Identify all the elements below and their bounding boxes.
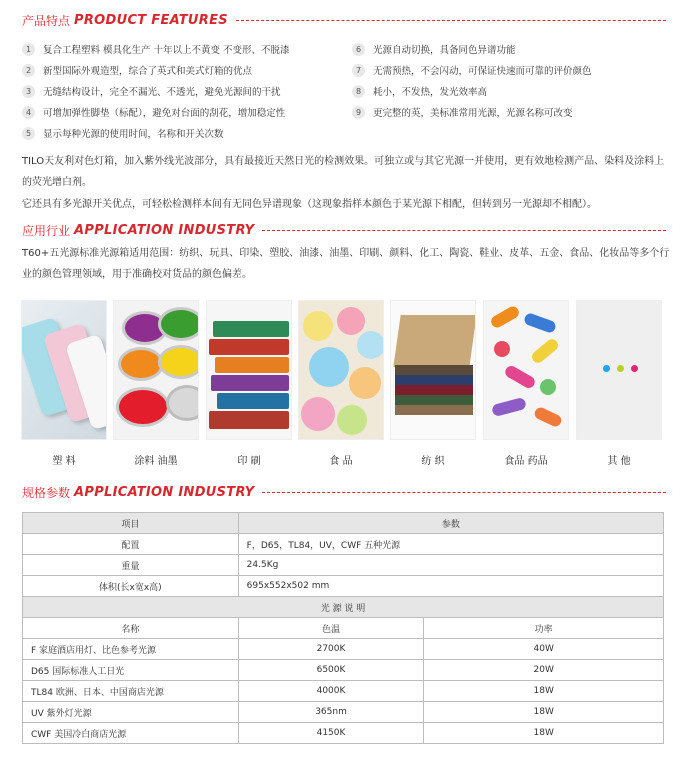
feature-item — [22, 105, 285, 119]
table-cell: 2700K — [238, 639, 424, 660]
three-dots-icon — [576, 300, 662, 440]
table-cell: 配置 — [23, 534, 239, 555]
feature-number: 9 — [352, 106, 365, 119]
feature-text: 光源自动切换，具备同色异谱功能 — [373, 45, 516, 56]
heading-divider — [236, 20, 666, 21]
table-header-cell: 色温 — [238, 618, 424, 639]
table-section-row — [23, 597, 664, 618]
table-row — [23, 723, 664, 744]
application-heading — [22, 222, 666, 239]
table-cell: F 家庭酒店用灯、比色参考光源 — [23, 639, 239, 660]
feature-text: 新型国际外观造型，综合了英式和美式灯箱的优点 — [43, 66, 253, 77]
fabric-photo — [390, 300, 476, 440]
feature-item — [352, 84, 487, 98]
feature-item — [22, 63, 252, 77]
table-row — [23, 702, 664, 723]
table-cell: 体积(长x宽x高) — [23, 576, 239, 597]
table-cell: 4000K — [238, 681, 424, 702]
industry-label: 纺 织 — [421, 456, 445, 467]
feature-text: 更完整的英，美标准常用光源，光源名称可改变 — [373, 108, 573, 119]
table-cell: 18W — [424, 702, 664, 723]
intro-paragraph-2: 它还具有多光源开关优点，可轻松检测样本间有无同色异谱现象（这现象指样本颜色于某光源下相配，但转到另一光源却不相配）。 — [22, 199, 597, 210]
table-cell: 24.5Kg — [238, 555, 663, 576]
table-cell: 18W — [424, 681, 664, 702]
table-cell: 4150K — [238, 723, 424, 744]
table-cell: 6500K — [238, 660, 424, 681]
feature-item — [352, 105, 573, 119]
feature-number: 6 — [352, 43, 365, 56]
features-title-cn: 产品特点 — [22, 14, 71, 28]
feature-number: 4 — [22, 106, 35, 119]
phone-cases-photo — [21, 300, 107, 440]
paint-cans-photo — [113, 300, 199, 440]
table-row — [23, 639, 664, 660]
application-text: T60+五光源标准光源箱适用范围：纺织、玩具、印染、塑胶、油漆、油墨、印刷、颜料、化工、陶瓷、鞋业、皮革、五金、食品、化妆品等多个行业的颜色管理领域，用于准确校对货品的颜色偏差。 — [22, 248, 670, 280]
heading-divider — [262, 230, 666, 231]
table-header-cell: 项目 — [23, 513, 239, 534]
table-header-cell: 名称 — [23, 618, 239, 639]
table-cell: 20W — [424, 660, 664, 681]
table-header-row — [23, 618, 664, 639]
candy-photo — [298, 300, 384, 440]
table-cell: 40W — [424, 639, 664, 660]
industry-label: 塑 料 — [52, 456, 76, 467]
feature-number: 1 — [22, 43, 35, 56]
heading-divider — [262, 492, 666, 493]
table-row — [23, 576, 664, 597]
table-cell: 重量 — [23, 555, 239, 576]
table-cell: CWF 美国冷白商店光源 — [23, 723, 239, 744]
feature-item — [22, 126, 224, 140]
features-title-en: PRODUCT FEATURES — [74, 13, 228, 28]
table-row — [23, 681, 664, 702]
industry-gallery — [21, 300, 671, 440]
feature-text: 耗小，不发热，发光效率高 — [373, 87, 488, 98]
application-title-en: APPLICATION INDUSTRY — [74, 223, 255, 238]
industry-label: 食 品 — [329, 456, 353, 467]
feature-text: 无缝结构设计，完全不漏光、不透光，避免光源间的干扰 — [43, 87, 281, 98]
feature-number: 3 — [22, 85, 35, 98]
feature-text: 无需预热，不会闪动，可保证快速而可靠的评价颜色 — [373, 66, 592, 77]
table-header-row — [23, 513, 664, 534]
industry-label: 其 他 — [607, 456, 631, 467]
spec-title-cn: 规格参数 — [22, 486, 71, 500]
feature-text: 复合工程塑料 模具化生产 十年以上不黄变 不变形、不脱漆 — [43, 45, 290, 56]
table-header-cell: 功率 — [424, 618, 664, 639]
table-row — [23, 555, 664, 576]
feature-number: 8 — [352, 85, 365, 98]
feature-number: 2 — [22, 64, 35, 77]
pills-photo — [483, 300, 569, 440]
books-photo — [206, 300, 292, 440]
feature-number: 5 — [22, 127, 35, 140]
feature-number: 7 — [352, 64, 365, 77]
table-cell: D65 国际标准人工日光 — [23, 660, 239, 681]
table-cell: 18W — [424, 723, 664, 744]
feature-text: 显示每种光源的使用时间，名称和开关次数 — [43, 129, 224, 140]
table-header-cell: 参数 — [238, 513, 663, 534]
light-section-title: 光 源 说 明 — [23, 597, 664, 618]
feature-item — [352, 42, 516, 56]
industry-label: 食品 药品 — [504, 456, 548, 467]
table-cell: 365nm — [238, 702, 424, 723]
table-row — [23, 534, 664, 555]
feature-item — [22, 84, 281, 98]
table-cell: UV 紫外灯光源 — [23, 702, 239, 723]
spec-table — [22, 512, 664, 744]
industry-label: 涂料 油墨 — [134, 456, 178, 467]
intro-paragraph: TILO天友利对色灯箱，加入紫外线光波部分，具有最接近天然日光的检测效果。可独立或与其它光源一并使用，更有效地检测产品、染料及涂料上的荧光增白剂。 — [22, 156, 665, 188]
feature-item — [22, 42, 290, 56]
industry-label: 印 刷 — [237, 456, 261, 467]
application-title-cn: 应用行业 — [22, 224, 71, 238]
spec-title-en: APPLICATION INDUSTRY — [74, 485, 255, 500]
table-cell: 695x552x502 mm — [238, 576, 663, 597]
features-heading — [22, 12, 666, 29]
feature-item — [352, 63, 592, 77]
table-row — [23, 660, 664, 681]
spec-heading — [22, 484, 666, 501]
table-cell: TL84 欧洲、日本、中国商店光源 — [23, 681, 239, 702]
feature-text: 可增加弹性脚垫（标配），避免对台面的刮花，增加稳定性 — [43, 108, 286, 119]
table-cell: F，D65，TL84，UV，CWF 五种光源 — [238, 534, 663, 555]
